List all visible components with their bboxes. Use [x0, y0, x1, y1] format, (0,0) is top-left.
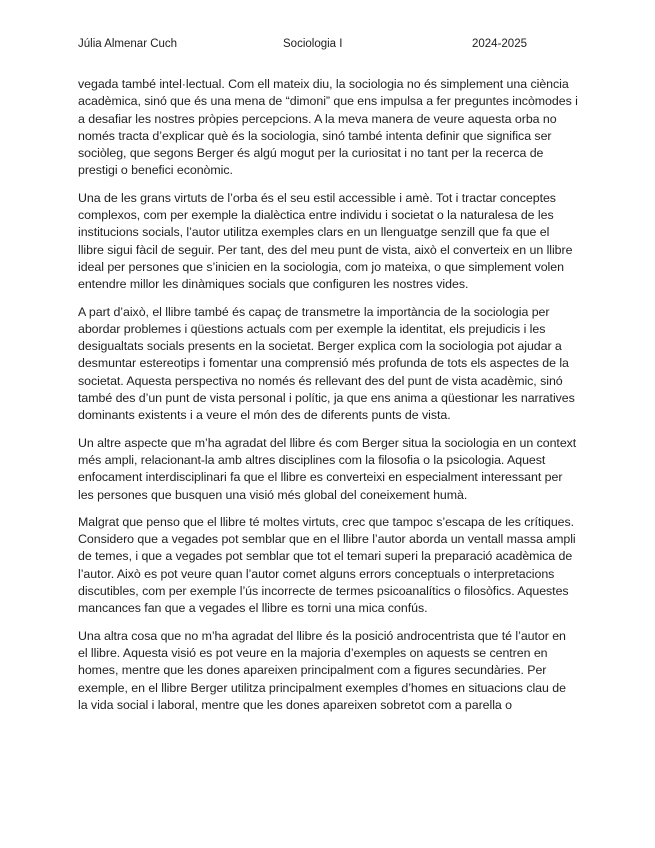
paragraph-4: Un altre aspecte que m’ha agradat del llibre és com Berger situa la sociologia en un context més ampli, relacionant-la amb altres disciplines com la filosofia o la psicologia. Aquest enfocament interdisciplinari fa que el llibre es converteixi en especialment interessant per les persones que busquen una visió més global del coneixement humà.: [78, 435, 577, 502]
header-author: Júlia Almenar Cuch: [78, 38, 178, 50]
paragraph-3: A part d’això, el llibre també és capaç de transmetre la importància de la sociologia per abordar problemes i qüestions actuals com per exemple la identitat, els prejudicis i les desigualtats socials presents en la societat. Berger explica com la sociologia pot ajudar a desmuntar estereotips i fomentar una comprensió més profunda de tots els aspectes de la societat. Aquesta perspectiva no només és rellevant des del punt de vista acadèmic, sinó també des d’un punt de vista personal i polític, ja que ens anima a qüestionar les narratives dominants existents i a veure el món des de diferents punts de vista.: [78, 304, 575, 423]
header-course: Sociologia I: [283, 38, 343, 50]
document-body: [78, 76, 578, 724]
paragraph-2: Una de les grans virtuts de l’orba és el seu estil accessible i amè. Tot i tractar conceptes complexos, com per exemple la dialèctica entre individu i societat o la naturalesa de les institucions socials, l’autor utilitza exemples clars en un llenguatge senzill que fa que el llibre sigui fàcil de seguir. Per tant, des del meu punt de vista, això el converteix en un llibre ideal per persones que s’inicien en la sociologia, com jo mateixa, o que simplement volen entendre millor les dinàmiques socials que configuren les nostres vides.: [78, 190, 573, 292]
paragraph-5: Malgrat que penso que el llibre té moltes virtuts, crec que tampoc s’escapa de les crítiques. Considero que a vegades pot semblar que en el llibre l’autor aborda un ventall massa ampli de temes, i que a vegades pot semblar que tot el temari superi la preparació acadèmica de l’autor. Això es pot veure quan l’autor comet alguns errors conceptuals o interpretacions discutibles, com per exemple l’ús incorrecte de termes psicoanalítics o filosòfics. Aquestes mancances fan que a vegades el llibre es torni una mica confús.: [78, 514, 576, 616]
paragraph-6: Una altra cosa que no m’ha agradat del llibre és la posició androcentrista que té l’autor en el llibre. Aquesta visió es pot veure en la majoria d’exemples on aquests se centren en homes, mentre que les dones apareixen principalment com a figures secundàries. Per exemple, en el llibre Berger utilitza principalment exemples d’homes en situacions clau de la vida social i laboral, mentre que les dones apareixen sobretot com a parella o: [78, 628, 566, 712]
paragraph-1: vegada també intel·lectual. Com ell mateix diu, la sociologia no és simplement una ciència acadèmica, sinó que és una mena de “dimoni” que ens impulsa a fer preguntes incòmodes i a desafiar les nostres pròpies percepcions. A la meva manera de veure aquesta orba no només tracta d’explicar què és la sociologia, sinó també intenta definir que significa ser sociòleg, que segons Berger és algú mogut per la curiositat i no tant per la recerca de prestigi o benefici econòmic.: [78, 77, 578, 178]
header-year: 2024-2025: [472, 38, 527, 50]
page-header: [78, 38, 578, 54]
